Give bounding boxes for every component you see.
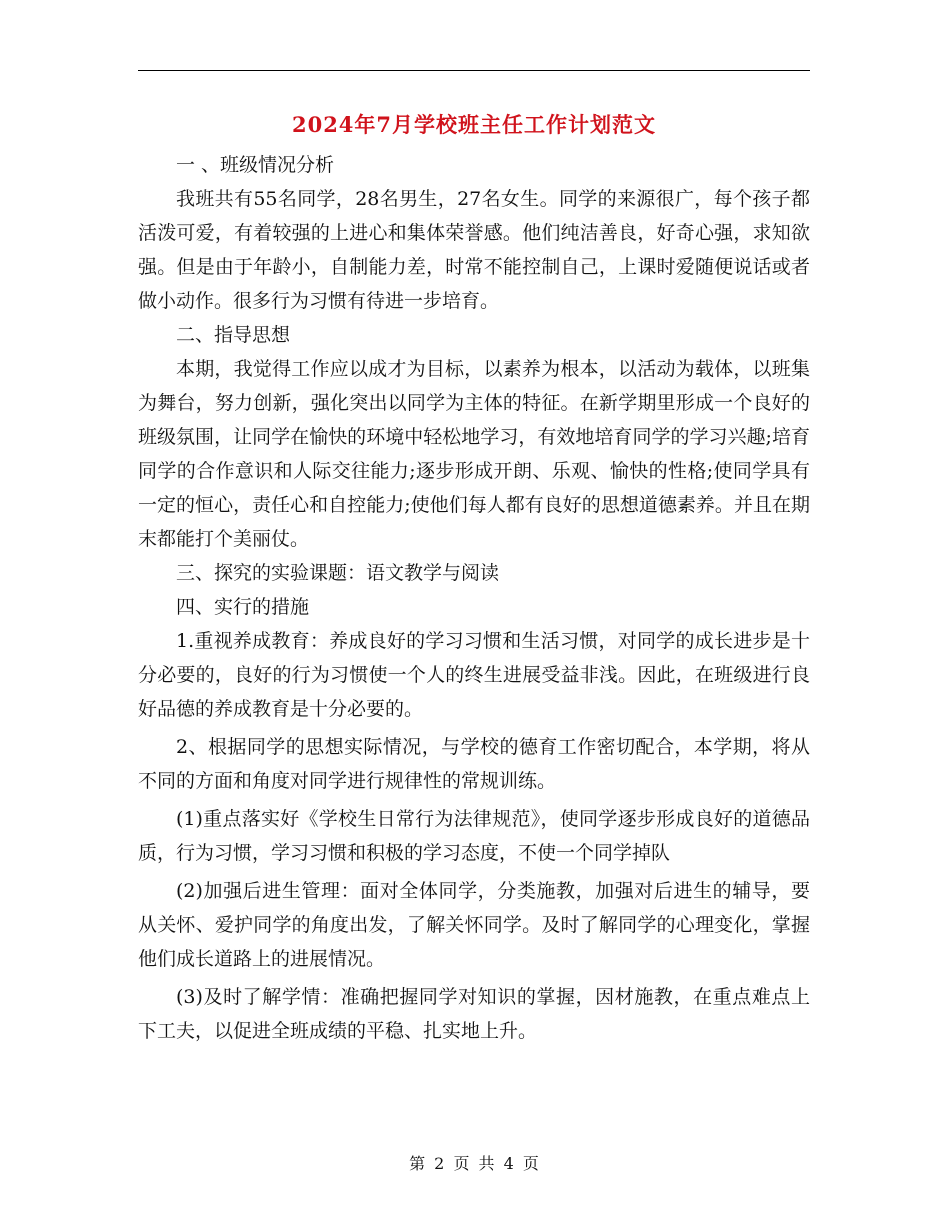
section-heading-class-analysis: 一 、班级情况分析: [176, 154, 335, 176]
section-heading-research-topic: 三、探究的实验课题：语文教学与阅读: [176, 562, 500, 584]
document-title: 2024年7月学校班主任工作计划范文: [291, 112, 657, 137]
section-heading-guiding-thought: 二、指导思想: [176, 324, 291, 346]
paragraph-measure-2: 2、根据同学的思想实际情况，与学校的德育工作密切配合，本学期，将从不同的方面和角度对同学进行规律性的常规训练。: [138, 736, 810, 792]
paragraph-measure-2-2: (2)加强后进生管理：面对全体同学，分类施教，加强对后进生的辅导，要从关怀、爱护同学的角度出发，了解关怀同学。及时了解同学的心理变化，掌握他们成长道路上的进展情况。: [138, 880, 810, 970]
section-heading-measures: 四、实行的措施: [176, 596, 310, 618]
paragraph-measure-2-1: (1)重点落实好《学校生日常行为法律规范》，使同学逐步形成良好的道德品质，行为习惯，学习习惯和积极的学习态度，不使一个同学掉队: [138, 808, 810, 864]
paragraph-class-analysis: 我班共有55名同学，28名男生，27名女生。同学的来源很广，每个孩子都活泼可爱，有着较强的上进心和集体荣誉感。他们纯洁善良，好奇心强，求知欲强。但是由于年龄小，自制能力差，时常不能控制自己，上课时爱随便说话或者做小动作。很多行为习惯有待进一步培育。: [138, 188, 810, 312]
paragraph-measure-1: 1.重视养成教育：养成良好的学习习惯和生活习惯，对同学的成长进步是十分必要的，良好的行为习惯使一个人的终生进展受益非浅。因此，在班级进行良好品德的养成教育是十分必要的。: [138, 630, 810, 720]
page-number: 第 2 页 共 4 页: [409, 1154, 541, 1173]
paragraph-measure-2-3: (3)及时了解学情：准确把握同学对知识的掌握，因材施教，在重点难点上下工夫，以促进全班成绩的平稳、扎实地上升。: [138, 986, 810, 1042]
header-rule: [138, 70, 810, 71]
document-body: [138, 148, 810, 1048]
paragraph-guiding-thought: 本期，我觉得工作应以成才为目标，以素养为根本，以活动为载体，以班集为舞台，努力创新，强化突出以同学为主体的特征。在新学期里形成一个良好的班级氛围，让同学在愉快的环境中轻松地学习，有效地培育同学的学习兴趣;培育同学的合作意识和人际交往能力;逐步形成开朗、乐观、愉快的性格;使同学具有一定的恒心，责任心和自控能力;使他们每人都有良好的思想道德素养。并且在期末都能打个美丽仗。: [138, 358, 810, 550]
